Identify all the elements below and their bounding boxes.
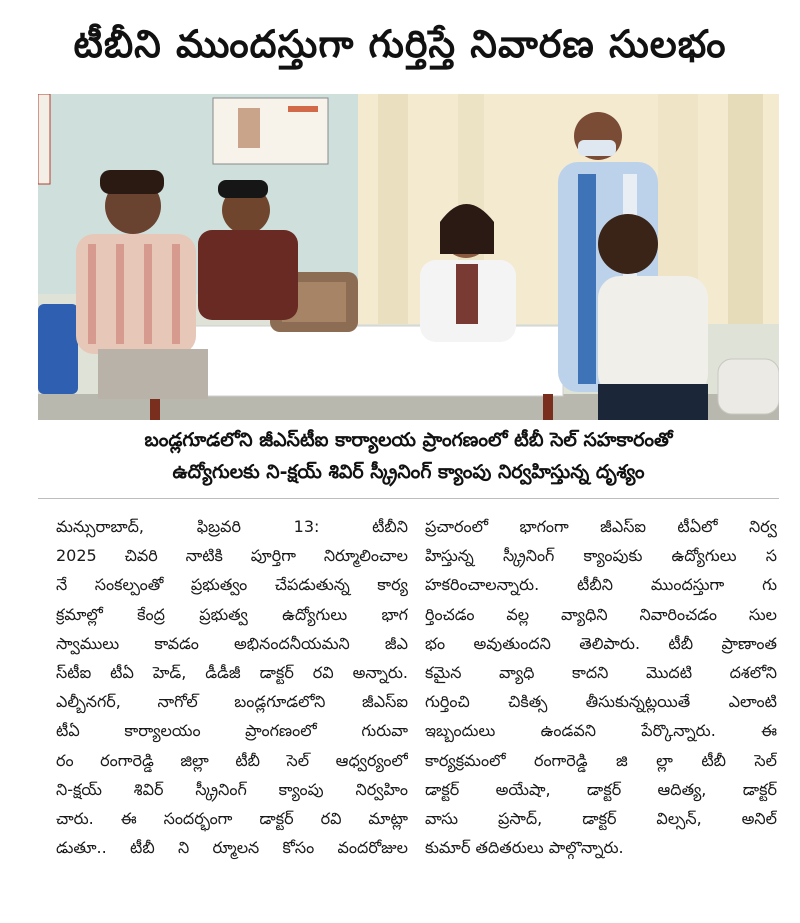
caption-divider <box>38 498 779 499</box>
body-line: ఇబ్బందులు ఉండవని పేర్కొన్నారు. ఈ <box>425 721 777 741</box>
body-line: స్‌టీఐ టీఏ హెడ్, డీడీజీ డాక్టర్ రవి అన్నారు. <box>56 663 408 683</box>
body-line: చారు. ఈ సందర్భంగా డాక్టర్ రవి మాట్లా <box>56 809 408 829</box>
body-line: ప్రచారంలో భాగంగా జీఎస్‌ఐ టీఏలో నిర్వ <box>425 517 777 536</box>
body-line: ఎల్బీనగర్, నాగోల్ బండ్లగూడలోని జీఎస్‌ఐ <box>56 692 408 712</box>
body-line: 2025 చివరి నాటికి పూర్తిగా నిర్మూలించాల <box>56 546 408 566</box>
body-line: స్వాములు కావడం అభినందనీయమని జీఎ <box>56 633 408 653</box>
body-line: టీఏ కార్యాలయం ప్రాంగణంలో గురువా <box>56 721 408 741</box>
caption-line: ఉద్యోగులకు ని-క్షయ్ శివిర్ స్క్రీనింగ్ క్యాంపు నిర్వహిస్తున్న దృశ్యం <box>172 461 645 483</box>
body-line: కుమార్ తదితరులు పాల్గొన్నారు. <box>425 838 624 858</box>
news-photo <box>38 94 779 420</box>
caption-line: బండ్లగూడలోని జీఎస్‌టీఐ కార్యాలయ ప్రాంగణంలో టీబీ సెల్ సహకారంతో <box>144 429 673 451</box>
body-line: వాసు ప్రసాద్, డాక్టర్ విల్సన్, అనిల్ <box>425 809 777 829</box>
body-line: హిస్తున్న స్క్రీనింగ్ క్యాంపుకు ఉద్యోగులు స <box>425 546 777 566</box>
photo-caption <box>38 424 779 488</box>
body-line: హకరించాలన్నారు. టీబీని ముందస్తుగా గు <box>425 575 777 595</box>
body-line: ని-క్షయ్ శివిర్ స్క్రీనింగ్ క్యాంపు నిర్వహిం <box>56 779 408 799</box>
article-column-right <box>425 512 777 862</box>
body-line: కమైన వ్యాధి కాదని మొదటి దశలోని <box>425 663 777 683</box>
body-line: గుర్తించి చికిత్స తీసుకున్నట్లయితే ఎలాంటి <box>425 692 777 712</box>
body-line: మన్సురాబాద్, ఫిబ్రవరి 13: టీబీని <box>56 517 408 536</box>
body-line: ర్తించడం వల్ల వ్యాధిని నివారించడం సుల <box>425 604 777 624</box>
body-line: డుతూ.. టీబీ ని ర్మూలన కోసం వందరోజుల <box>56 838 408 858</box>
body-line: నే సంకల్పంతో ప్రభుత్వం చేపడుతున్న కార్య <box>56 575 408 595</box>
article-column-left <box>56 512 408 862</box>
body-line: రం రంగారెడ్డి జిల్లా టీబీ సెల్ ఆధ్వర్యంలో <box>56 750 408 770</box>
body-line: డాక్టర్ అయేషా, డాక్టర్ ఆదిత్య, డాక్టర్ <box>425 779 777 799</box>
body-line: క్రమాల్లో కేంద్ర ప్రభుత్వ ఉద్యోగులు భాగ <box>56 604 408 624</box>
body-line: కార్యక్రమంలో రంగారెడ్డి జి ల్లా టీబీ సెల్ <box>425 750 777 770</box>
body-line: భం అవుతుందని తెలిపారు. టీబీ ప్రాణాంత <box>425 633 777 653</box>
headline: టీబీని ముందస్తుగా గుర్తిస్తే నివారణ సులభం <box>73 22 727 66</box>
